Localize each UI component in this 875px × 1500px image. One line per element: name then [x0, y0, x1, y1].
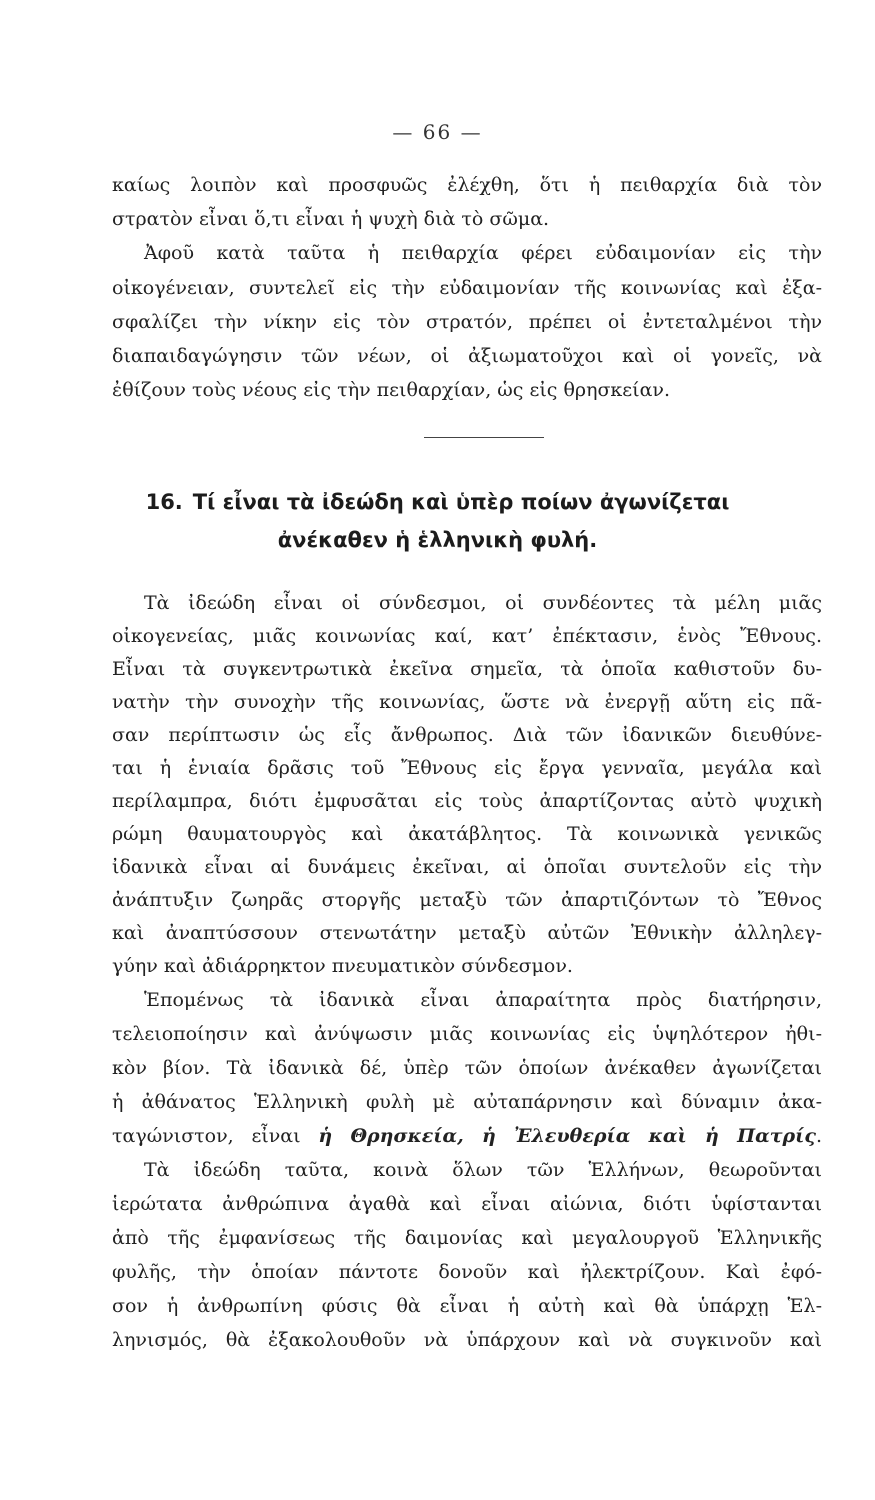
- text-line: ἀνάπτυξιν ζωηρᾶς στοργῆς μεταξὺ τῶν ἀπαρτιζόντων τὸ Ἔθνος: [112, 889, 822, 911]
- text-line: ται ἡ ἑνιαία δρᾶσις τοῦ Ἔθνους εἰς ἔργα γενναῖα, μεγάλα καὶ: [112, 757, 822, 779]
- text-line: ρώμη θαυματουργὸς καὶ ἀκατάβλητος. Τὰ κοινωνικὰ γενικῶς: [112, 823, 822, 845]
- text-line: Τὰ ἰδεώδη εἶναι οἱ σύνδεσμοι, οἱ συνδέοντες τὰ μέλη μιᾶς: [144, 592, 822, 614]
- text-run: .: [815, 1125, 822, 1147]
- text-line: κὸν βίον. Τὰ ἰδανικὰ δέ, ὑπὲρ τῶν ὁποίων ἀνέκαθεν ἀγωνίζεται: [112, 1057, 822, 1079]
- text-line: ἱερώτατα ἀνθρώπινα ἀγαθὰ καὶ εἶναι αἰώνια, διότι ὑφίστανται: [112, 1193, 822, 1215]
- text-line: καὶ ἀναπτύσσουν στενωτάτην μεταξὺ αὐτῶν Ἐθνικὴν ἀλληλεγ-: [112, 922, 822, 944]
- text-line: Ἀφοῦ κατὰ ταῦτα ἡ πειθαρχία φέρει εὐδαιμονίαν εἰς τὴν: [144, 242, 822, 264]
- text-line: στρατὸν εἶναι ὅ,τι εἶναι ἡ ψυχὴ διὰ τὸ σῶμα.: [112, 208, 550, 230]
- text-run: ταγώνιστον, εἶναι: [112, 1125, 301, 1147]
- text-line: περίλαμπρα, διότι ἐμφυσᾶται εἰς τοὺς ἀπαρτίζοντας αὐτὸ ψυχικὴ: [112, 790, 822, 812]
- page-number: — 66 —: [392, 120, 483, 144]
- section-number: 16.: [145, 490, 183, 514]
- emphasis-ideals: ἡ Θρησκεία, ἡ Ἐλευθερία καὶ ἡ Πατρίς: [318, 1125, 816, 1147]
- text-line: τελειοποίησιν καὶ ἀνύψωσιν μιᾶς κοινωνίας εἰς ὑψηλότερον ἠθι-: [112, 1023, 822, 1045]
- section-heading: [0, 490, 875, 514]
- text-line: [112, 1127, 822, 1146]
- text-line: Ἑπομένως τὰ ἰδανικὰ εἶναι ἀπαραίτητα πρὸς διατήρησιν,: [144, 989, 822, 1011]
- text-line: γύην καὶ ἀδιάρρηκτον πνευματικὸν σύνδεσμον.: [112, 955, 573, 977]
- text-line: φυλῆς, τὴν ὁποίαν πάντοτε δονοῦν καὶ ἠλεκτρίζουν. Καὶ ἐφό-: [112, 1261, 822, 1283]
- text-line: ἀπὸ τῆς ἐμφανίσεως τῆς δαιμονίας καὶ μεγαλουργοῦ Ἑλληνικῆς: [112, 1227, 822, 1249]
- section-title-line1: Τί εἶναι τὰ ἰδεώδη καὶ ὑπὲρ ποίων ἀγωνίζεται: [192, 490, 730, 514]
- text-line: νατὴν τὴν συνοχὴν τῆς κοινωνίας, ὥστε νὰ ἐνεργῇ αὕτη εἰς πᾶ-: [112, 691, 822, 713]
- text-line: ληνισμός, θὰ ἐξακολουθοῦν νὰ ὑπάρχουν καὶ νὰ συγκινοῦν καὶ: [112, 1329, 822, 1351]
- text-line: οἰκογένειαν, συντελεῖ εἰς τὴν εὐδαιμονίαν τῆς κοινωνίας καὶ ἐξα-: [112, 277, 822, 299]
- text-line: Τὰ ἰδεώδη ταῦτα, κοινὰ ὅλων τῶν Ἑλλήνων, θεωροῦνται: [144, 1159, 822, 1181]
- section-title-line2: ἀνέκαθεν ἡ ἑλληνικὴ φυλή.: [277, 528, 598, 552]
- text-line: οἰκογενείας, μιᾶς κοινωνίας καί, κατ’ ἐπέκτασιν, ἑνὸς Ἔθνους.: [112, 625, 822, 647]
- text-line: ἰδανικὰ εἶναι αἱ δυνάμεις ἐκεῖναι, αἱ ὁποῖαι συντελοῦν εἰς τὴν: [112, 856, 822, 878]
- text-line: σαν περίπτωσιν ὡς εἷς ἄνθρωπος. Διὰ τῶν ἰδανικῶν διευθύνε-: [112, 724, 822, 746]
- text-line: καίως λοιπὸν καὶ προσφυῶς ἐλέχθη, ὅτι ἡ πειθαρχία διὰ τὸν: [112, 174, 822, 196]
- text-line: σον ἡ ἀνθρωπίνη φύσις θὰ εἶναι ἡ αὐτὴ καὶ θὰ ὑπάρχῃ Ἑλ-: [112, 1295, 822, 1317]
- text-line: ἐθίζουν τοὺς νέους εἰς τὴν πειθαρχίαν, ὡς εἰς θρησκείαν.: [112, 379, 671, 401]
- section-divider: [424, 437, 544, 438]
- text-line: σφαλίζει τὴν νίκην εἰς τὸν στρατόν, πρέπει οἱ ἐντεταλμένοι τὴν: [112, 311, 822, 333]
- text-line: ἡ ἀθάνατος Ἑλληνικὴ φυλὴ μὲ αὐταπάρνησιν καὶ δύναμιν ἀκα-: [112, 1091, 822, 1113]
- text-line: Εἶναι τὰ συγκεντρωτικὰ ἐκεῖνα σημεῖα, τὰ ὁποῖα καθιστοῦν δυ-: [112, 658, 822, 680]
- text-line: διαπαιδαγώγησιν τῶν νέων, οἱ ἀξιωματοῦχοι καὶ οἱ γονεῖς, νὰ: [112, 345, 822, 367]
